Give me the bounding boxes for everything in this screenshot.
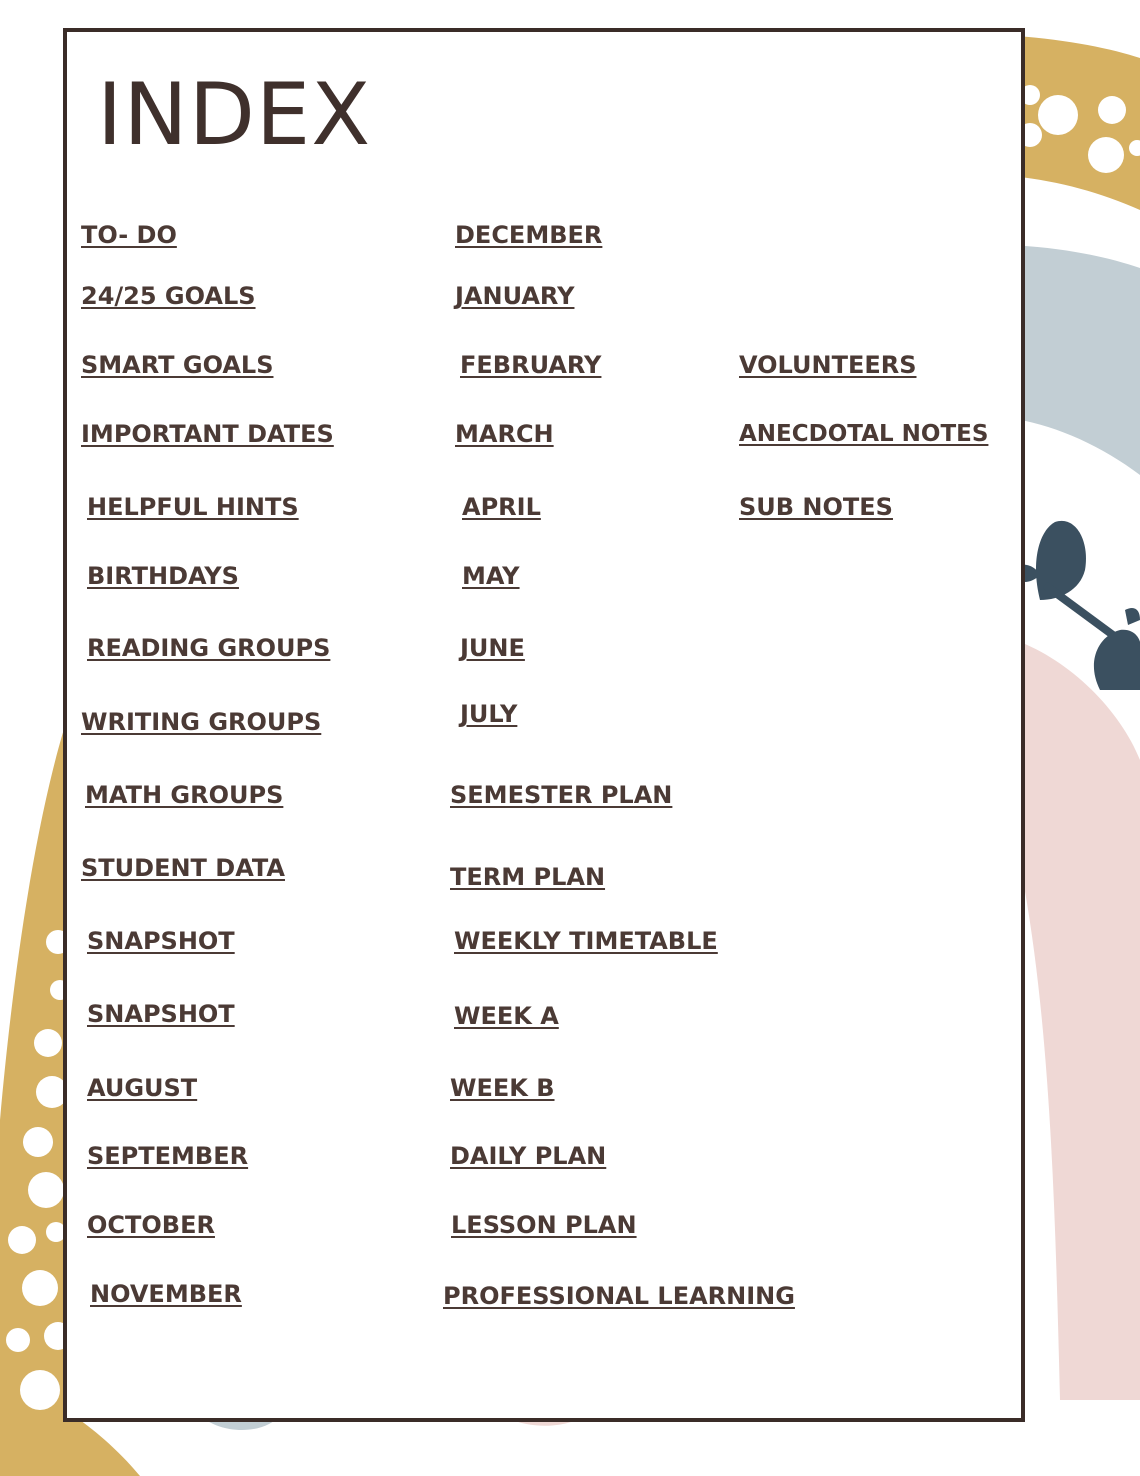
- link-october[interactable]: OCTOBER: [87, 1211, 215, 1239]
- link-sub-notes[interactable]: SUB NOTES: [739, 493, 893, 521]
- link-snapshot-2[interactable]: SNAPSHOT: [87, 1000, 235, 1028]
- link-helpful-hints[interactable]: HELPFUL HINTS: [87, 493, 299, 521]
- link-december[interactable]: DECEMBER: [455, 221, 603, 249]
- link-june[interactable]: JUNE: [460, 634, 525, 662]
- link-august[interactable]: AUGUST: [87, 1074, 198, 1102]
- link-writing-groups[interactable]: WRITING GROUPS: [81, 708, 322, 736]
- link-professional-learning[interactable]: PROFESSIONAL LEARNING: [443, 1282, 795, 1310]
- link-week-a[interactable]: WEEK A: [454, 1002, 559, 1030]
- link-important-dates[interactable]: IMPORTANT DATES: [81, 420, 334, 448]
- link-student-data[interactable]: STUDENT DATA: [81, 854, 285, 882]
- link-reading-groups[interactable]: READING GROUPS: [87, 634, 331, 662]
- link-math-groups[interactable]: MATH GROUPS: [85, 781, 284, 809]
- link-lesson-plan[interactable]: LESSON PLAN: [451, 1211, 637, 1239]
- link-volunteers[interactable]: VOLUNTEERS: [739, 351, 917, 379]
- link-september[interactable]: SEPTEMBER: [87, 1142, 249, 1170]
- link-march[interactable]: MARCH: [455, 420, 554, 448]
- link-may[interactable]: MAY: [462, 562, 520, 590]
- index-card: [63, 28, 1025, 1422]
- link-snapshot-1[interactable]: SNAPSHOT: [87, 927, 235, 955]
- link-smart-goals[interactable]: SMART GOALS: [81, 351, 274, 379]
- link-april[interactable]: APRIL: [462, 493, 541, 521]
- link-semester-plan[interactable]: SEMESTER PLAN: [450, 781, 673, 809]
- link-november[interactable]: NOVEMBER: [90, 1280, 242, 1308]
- link-july[interactable]: JULY: [460, 700, 518, 728]
- link-weekly-timetable[interactable]: WEEKLY TIMETABLE: [454, 927, 718, 955]
- link-term-plan[interactable]: TERM PLAN: [450, 863, 606, 891]
- link-february[interactable]: FEBRUARY: [460, 351, 602, 379]
- page-title: INDEX: [97, 65, 372, 165]
- link-daily-plan[interactable]: DAILY PLAN: [450, 1142, 607, 1170]
- link-birthdays[interactable]: BIRTHDAYS: [87, 562, 239, 590]
- link-week-b[interactable]: WEEK B: [450, 1074, 555, 1102]
- link-goals[interactable]: 24/25 GOALS: [81, 282, 256, 310]
- link-to-do[interactable]: TO- DO: [81, 221, 177, 249]
- link-january[interactable]: JANUARY: [455, 282, 575, 310]
- link-anecdotal-notes[interactable]: ANECDOTAL NOTES: [739, 421, 989, 447]
